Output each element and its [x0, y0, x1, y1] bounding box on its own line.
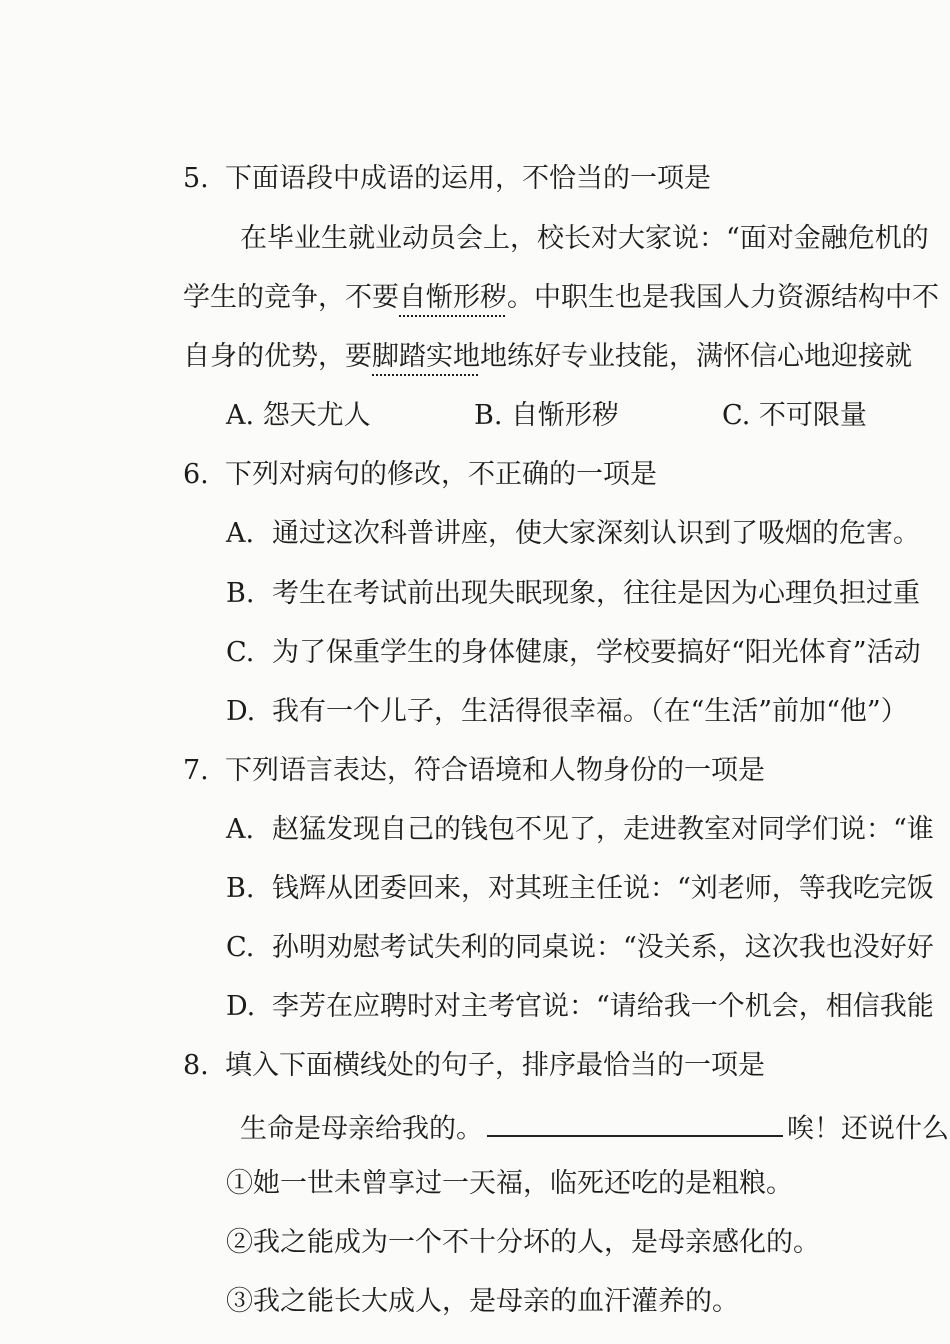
option-text: 我有一个儿子，生活得很幸福。（在“生活”前加“他”） [272, 696, 908, 727]
option-row [226, 402, 867, 429]
passage-text: 地练好专业技能，满怀信心地迎接就 [480, 341, 912, 372]
option[interactable] [226, 816, 934, 843]
passage-line [240, 1111, 949, 1145]
question-7-stem [183, 757, 765, 784]
question-number: 7. [183, 755, 209, 786]
dotted-idiom: 自惭形秽 [399, 282, 507, 313]
list-item [226, 1288, 739, 1315]
passage-line [183, 343, 912, 370]
question-text: 下列语言表达，符合语境和人物身份的一项是 [225, 755, 765, 786]
option[interactable] [226, 875, 934, 902]
dotted-idiom: 脚踏实地 [372, 341, 480, 372]
item-text: ①她一世未曾享过一天福，临死还吃的是粗粮。 [226, 1168, 793, 1199]
list-item [226, 1170, 793, 1197]
passage-text: 唉！还说什么 [787, 1113, 949, 1145]
passage-text: 自身的优势，要 [183, 341, 372, 372]
option-letter: C. [226, 637, 255, 668]
option-text: 钱辉从团委回来，对其班主任说：“刘老师，等我吃完饭 [272, 873, 934, 904]
answer-blank[interactable] [487, 1111, 783, 1137]
option[interactable] [226, 580, 920, 607]
option-text: 孙明劝慰考试失利的同桌说：“没关系，这次我也没好好 [272, 932, 934, 963]
option-text: 通过这次科普讲座，使大家深刻认识到了吸烟的危害。 [272, 518, 920, 549]
option-letter: A. [226, 814, 255, 845]
option-letter: A. [226, 518, 255, 549]
question-number: 8. [183, 1050, 209, 1081]
passage-line [183, 284, 939, 311]
passage-line [240, 225, 929, 252]
option-letter: C. [722, 400, 751, 431]
option-text: 赵猛发现自己的钱包不见了，走进教室对同学们说：“谁 [272, 814, 934, 845]
option[interactable] [226, 520, 920, 547]
question-number: 6. [183, 459, 209, 490]
option[interactable] [474, 402, 722, 429]
item-text: ③我之能长大成人，是母亲的血汗灌养的。 [226, 1286, 739, 1317]
option-letter: A. [226, 400, 255, 431]
option-text: 考生在考试前出现失眠现象，往往是因为心理负担过重 [272, 578, 920, 609]
passage-text: 。中职生也是我国人力资源结构中不 [507, 282, 939, 313]
option-text: 为了保重学生的身体健康，学校要搞好“阳光体育”活动 [272, 637, 921, 668]
option-text: 李芳在应聘时对主考官说：“请给我一个机会，相信我能 [272, 991, 934, 1022]
option[interactable] [226, 993, 934, 1020]
option-text: 怨天尤人 [262, 400, 371, 431]
item-text: ②我之能成为一个不十分坏的人，是母亲感化的。 [226, 1227, 820, 1258]
option[interactable] [226, 402, 474, 429]
question-5-stem [183, 165, 711, 192]
option-text: 不可限量 [758, 400, 867, 431]
question-8-stem [183, 1052, 765, 1079]
question-6-stem [183, 461, 657, 488]
passage-text: 生命是母亲给我的。 [240, 1113, 483, 1145]
option-letter: B. [226, 578, 255, 609]
question-text: 下面语段中成语的运用，不恰当的一项是 [225, 163, 711, 194]
option-text: 自惭形秽 [511, 400, 620, 431]
passage-text: 学生的竞争，不要 [183, 282, 399, 313]
option-letter: B. [474, 400, 503, 431]
question-text: 下列对病句的修改，不正确的一项是 [225, 459, 657, 490]
question-number: 5. [183, 163, 209, 194]
list-item [226, 1229, 820, 1256]
option-letter: D. [226, 696, 256, 727]
option[interactable] [226, 934, 934, 961]
option[interactable] [226, 698, 908, 725]
option-letter: B. [226, 873, 255, 904]
passage-text: 在毕业生就业动员会上，校长对大家说：“面对金融危机的 [240, 223, 929, 254]
question-text: 填入下面横线处的句子，排序最恰当的一项是 [225, 1050, 765, 1081]
option-letter: C. [226, 932, 255, 963]
option[interactable] [226, 639, 921, 666]
option[interactable] [722, 400, 867, 431]
option-letter: D. [226, 991, 256, 1022]
